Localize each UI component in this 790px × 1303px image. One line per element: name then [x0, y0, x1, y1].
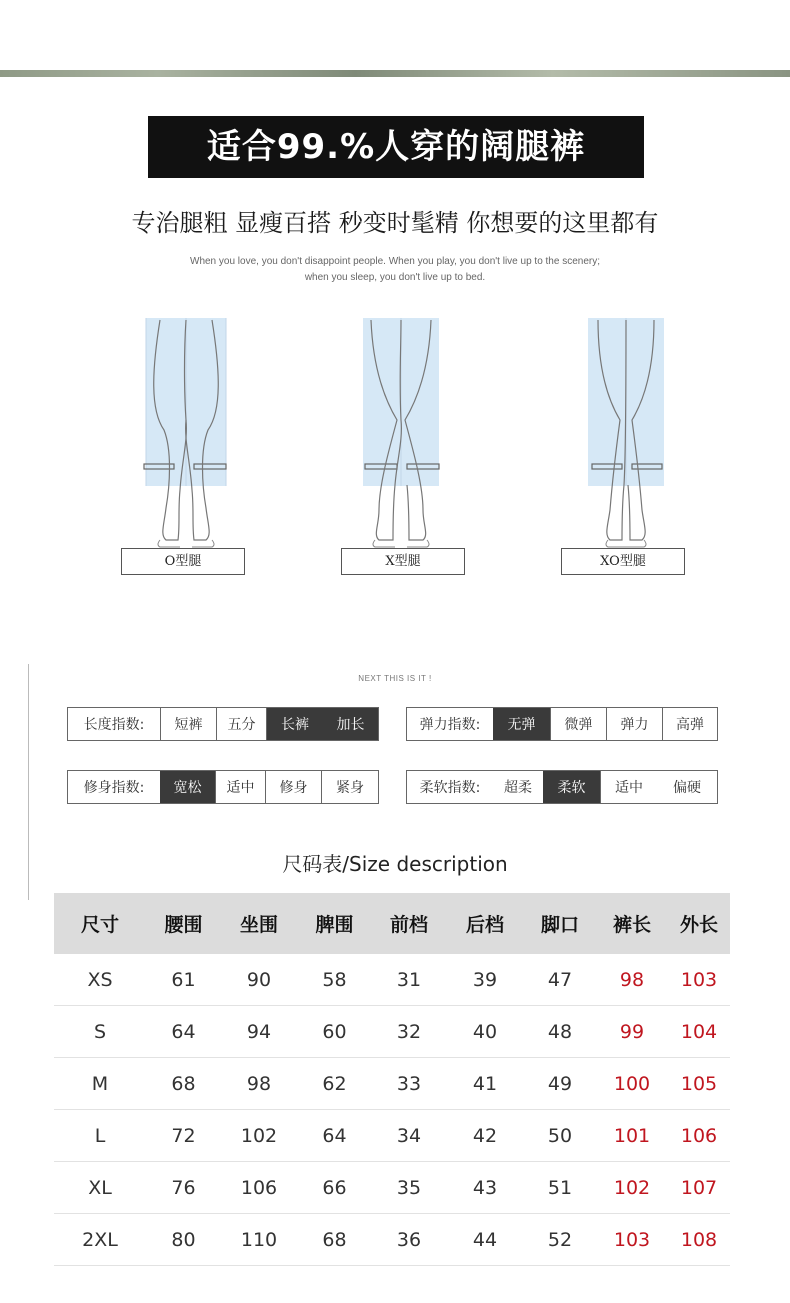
- header-cell: 脾围: [315, 914, 354, 936]
- table-cell: 68: [322, 1228, 347, 1251]
- table-cell: S: [93, 1020, 107, 1043]
- table-cell: 31: [396, 968, 422, 991]
- table-cell: 58: [322, 968, 347, 991]
- leg-type-label-xo: XO型腿: [561, 548, 685, 575]
- table-cell: 76: [171, 1176, 196, 1199]
- header-cell: 外长: [679, 914, 718, 936]
- table-cell: 107: [680, 1176, 718, 1199]
- table-cell: 66: [322, 1176, 347, 1199]
- elastic-option: 弹力: [607, 708, 663, 740]
- table-cell: 49: [547, 1072, 573, 1095]
- table-cell: 110: [240, 1228, 278, 1251]
- table-row: [54, 954, 730, 1006]
- english-quote-line-2: when you sleep, you don't live up to bed.: [304, 272, 486, 283]
- softness-option: 超柔: [504, 780, 532, 796]
- english-quote-line-1: When you love, you don't disappoint people. When you play, you don't live up to the scenery;: [190, 256, 600, 267]
- next-caption: NEXT THIS IS IT !: [358, 674, 432, 683]
- header-cell: 脚口: [540, 914, 579, 936]
- softness-option: 偏硬: [673, 780, 701, 796]
- table-cell: 100: [613, 1072, 651, 1095]
- table-row: [54, 1110, 730, 1162]
- table-row: [54, 1006, 730, 1058]
- o-leg-illustration: [130, 310, 260, 550]
- table-cell: 101: [613, 1124, 651, 1147]
- length-option: 五分: [217, 708, 267, 740]
- table-cell: M: [91, 1072, 109, 1095]
- table-cell: 106: [680, 1124, 718, 1147]
- table-cell: 104: [680, 1020, 718, 1043]
- table-cell: 64: [322, 1124, 347, 1147]
- length-index-title: 长度指数:: [83, 717, 145, 733]
- table-cell: 40: [472, 1020, 498, 1043]
- softness-index: [406, 770, 718, 804]
- table-cell: XL: [88, 1176, 112, 1199]
- table-cell: 103: [680, 968, 718, 991]
- table-cell: 68: [171, 1072, 196, 1095]
- table-cell: 98: [246, 1072, 272, 1095]
- header-cell: 腰围: [164, 914, 203, 936]
- table-cell: 52: [547, 1228, 573, 1251]
- table-cell: 34: [396, 1124, 422, 1147]
- headline-banner: 适合99.%人穿的阔腿裤: [148, 116, 644, 178]
- x-leg-illustration: [345, 310, 475, 550]
- table-cell: 72: [171, 1124, 196, 1147]
- size-chart-title: 尺码表/Size description: [282, 852, 508, 876]
- softness-index-title: 柔软指数:: [419, 780, 481, 796]
- table-row: [54, 1162, 730, 1214]
- table-cell: 36: [396, 1228, 422, 1251]
- table-cell: 39: [472, 968, 498, 991]
- table-cell: 106: [240, 1176, 278, 1199]
- table-cell: 99: [619, 1020, 645, 1043]
- table-cell: 62: [322, 1072, 347, 1095]
- elastic-option: 高弹: [676, 717, 704, 733]
- size-table: [54, 893, 730, 1266]
- table-cell: 32: [396, 1020, 422, 1043]
- table-cell: 33: [396, 1072, 422, 1095]
- leg-type-label-o: O型腿: [121, 548, 245, 575]
- fit-option-selected: 宽松: [160, 771, 216, 803]
- table-cell: 48: [547, 1020, 573, 1043]
- elastic-option: 微弹: [551, 708, 607, 740]
- table-cell: 98: [619, 968, 645, 991]
- header-cell: 后档: [465, 914, 504, 936]
- table-cell: 94: [246, 1020, 272, 1043]
- table-cell: 105: [680, 1072, 718, 1095]
- english-quote: [0, 254, 790, 286]
- table-cell: 108: [680, 1228, 718, 1251]
- table-row: [54, 1058, 730, 1110]
- table-cell: 90: [246, 968, 272, 991]
- table-cell: 2XL: [82, 1228, 118, 1251]
- xo-leg-illustration: [568, 310, 698, 550]
- table-cell: 103: [613, 1228, 651, 1251]
- elastic-index-title: 弹力指数:: [419, 717, 481, 733]
- fit-index: [67, 770, 379, 804]
- softness-option: 适中: [615, 780, 643, 796]
- table-cell: L: [94, 1124, 106, 1147]
- table-cell: 80: [171, 1228, 196, 1251]
- table-cell: 50: [547, 1124, 573, 1147]
- table-cell: 60: [322, 1020, 347, 1043]
- length-option: 短裤: [161, 708, 217, 740]
- header-cell: 前档: [389, 914, 428, 936]
- table-cell: 44: [472, 1228, 498, 1251]
- fit-option: 修身: [266, 771, 322, 803]
- table-cell: 47: [547, 968, 573, 991]
- table-cell: 35: [396, 1176, 422, 1199]
- table-cell: 61: [171, 968, 196, 991]
- table-cell: 64: [171, 1020, 196, 1043]
- header-cell: 尺寸: [80, 914, 119, 936]
- table-cell: 42: [472, 1124, 498, 1147]
- fit-option: 适中: [216, 771, 266, 803]
- fit-option: 紧身: [336, 780, 364, 796]
- table-row: [54, 1214, 730, 1266]
- table-cell: XS: [87, 968, 113, 991]
- decorative-top-band: [0, 70, 790, 77]
- elastic-option-selected: 无弹: [493, 708, 551, 740]
- leg-type-label-x: X型腿: [341, 548, 465, 575]
- header-cell: 裤长: [612, 914, 651, 936]
- table-cell: 43: [472, 1176, 498, 1199]
- softness-option-selected: 柔软: [543, 771, 601, 803]
- fit-index-title: 修身指数:: [83, 780, 145, 796]
- table-cell: 51: [547, 1176, 573, 1199]
- length-option-selected: 长裤: [267, 708, 323, 740]
- length-option-selected: 加长: [323, 708, 378, 740]
- subtitle: 专治腿粗 显瘦百搭 秒变时髦精 你想要的这里都有: [131, 209, 659, 237]
- size-table-header: [54, 893, 730, 954]
- length-index: [67, 707, 379, 741]
- table-cell: 102: [613, 1176, 651, 1199]
- table-cell: 102: [240, 1124, 278, 1147]
- table-cell: 41: [472, 1072, 498, 1095]
- elastic-index: [406, 707, 718, 741]
- header-cell: 坐围: [239, 914, 278, 936]
